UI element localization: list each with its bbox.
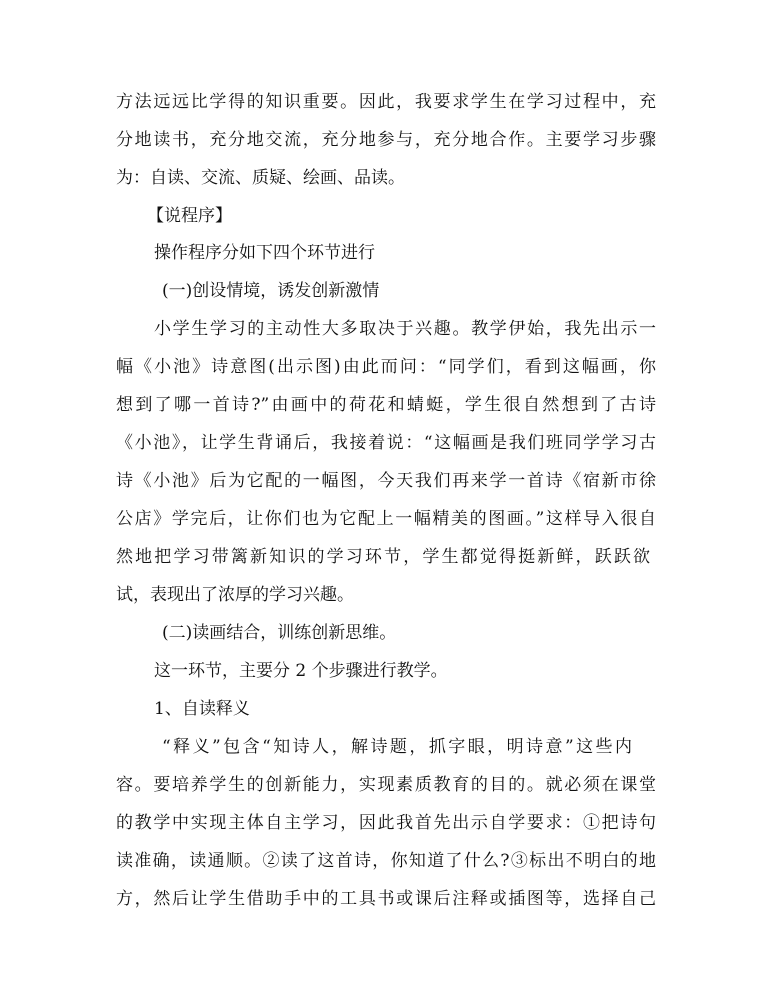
paragraph-line: 分地读书，充分地交流，充分地参与，充分地合作。主要学习步骤 bbox=[116, 130, 656, 150]
section-heading: 【说程序】 bbox=[147, 206, 232, 226]
paragraph-line: 的教学中实现主体自主学习，因此我首先出示自学要求：①把诗句 bbox=[116, 813, 656, 833]
paragraph-line: 容。要培养学生的创新能力，实现素质教育的目的。就必须在课堂 bbox=[116, 775, 656, 795]
paragraph-line: 这一环节，主要分 2 个步骤进行教学。 bbox=[154, 661, 448, 681]
paragraph-line: 读准确，读通顺。②读了这首诗，你知道了什么?③标出不明白的地 bbox=[116, 851, 656, 871]
paragraph-line: 方，然后让学生借助手中的工具书或课后注释或插图等，选择自己 bbox=[116, 889, 656, 909]
paragraph-line: 然地把学习带篱新知识的学习环节，学生都觉得挺新鲜，跃跃欲 bbox=[116, 547, 650, 567]
paragraph-line: 操作程序分如下四个环节进行 bbox=[154, 243, 375, 263]
paragraph-line: 公店》学完后，让你们也为它配上一幅精美的图画。”这样导入很自 bbox=[116, 509, 656, 529]
paragraph-line: 方法远远比学得的知识重要。因此，我要求学生在学习过程中，充 bbox=[116, 92, 656, 112]
paragraph-line: 为：自读、交流、质疑、绘画、品读。 bbox=[116, 168, 405, 188]
paragraph-line: 小学生学习的主动性大多取决于兴趣。教学伊始，我先出示一 bbox=[154, 319, 656, 339]
step-heading: 1、自读释义 bbox=[154, 699, 250, 719]
paragraph-line: 《小池》，让学生背诵后，我接着说：“这幅画是我们班同学学习古 bbox=[116, 433, 656, 453]
paragraph-line: 试，表现出了浓厚的学习兴趣。 bbox=[116, 585, 354, 605]
paragraph-line: 幅《小池》诗意图(出示图)由此而问：“同学们，看到这幅画，你 bbox=[116, 357, 656, 377]
subsection-heading: (二)读画结合，训练创新思维。 bbox=[162, 623, 397, 643]
paragraph-line: “释义”包含“知诗人，解诗题，抓字眼，明诗意”这些内 bbox=[162, 737, 632, 757]
paragraph-line: 诗《小池》后为它配的一幅图，今天我们再来学一首诗《宿新市徐 bbox=[116, 471, 656, 491]
paragraph-line: 想到了哪一首诗?”由画中的荷花和蜻蜓，学生很自然想到了古诗 bbox=[116, 395, 656, 415]
subsection-heading: (一)创设情境，诱发创新激情 bbox=[162, 281, 380, 301]
